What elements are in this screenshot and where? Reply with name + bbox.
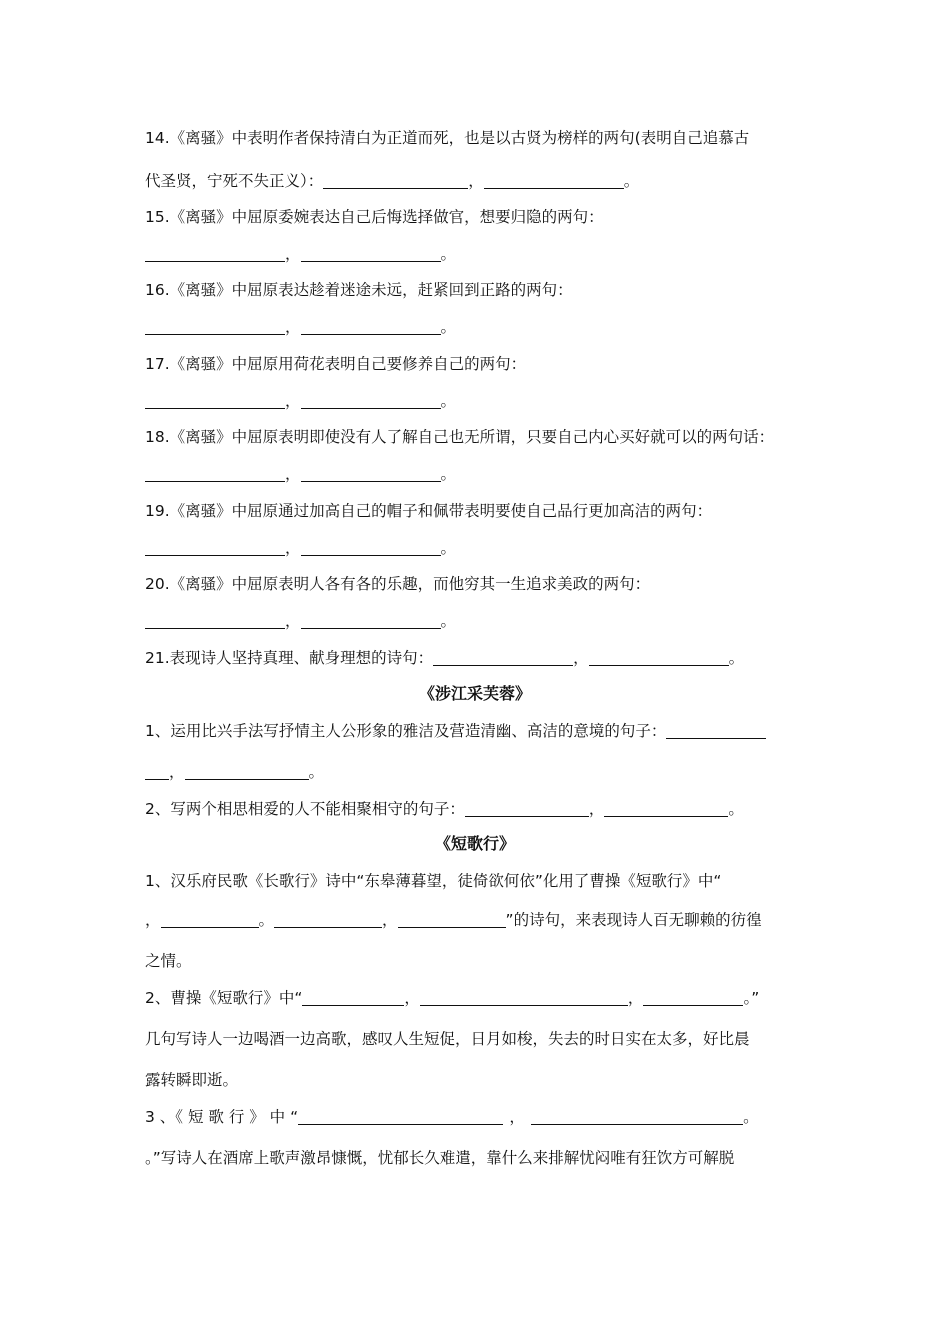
answer-blank[interactable] [666,722,766,739]
duangexing-question-3-cont: 。”写诗人在酒席上歌声激昂慷慨，忧郁长久难遣，靠什么来排解忧闷唯有狂饮方可解脱 [145,1149,735,1167]
answer-blank[interactable] [531,1108,743,1125]
answer-blank[interactable] [302,989,404,1006]
section-title-duangexing: 《短歌行》 [434,834,515,853]
question-20: 20.《离骚》中屈原表明人各有各的乐趣，而他穷其一生追求美政的两句： [145,575,651,593]
question-21: 21.表现诗人坚持真理、献身理想的诗句： ， 。 [145,649,745,667]
shejiang-question-1: 1、运用比兴手法写抒情主人公形象的雅洁及营造清幽、高洁的意境的句子： [145,721,810,741]
answer-blank[interactable] [301,539,441,556]
question-16-answer: ， 。 [145,317,810,337]
question-18-answer: ， 。 [145,464,810,484]
question-18: 18.《离骚》中屈原表明即使没有人了解自己也无所谓，只要自己内心买好就可以的两句话： [145,428,775,446]
answer-blank[interactable] [420,989,628,1006]
shejiang-question-1-cont: ， 。 [145,762,810,782]
answer-blank[interactable] [465,800,589,817]
answer-blank[interactable] [298,1108,503,1125]
duangexing-question-1-end: 之情。 [145,952,192,970]
question-17: 17.《离骚》中屈原用荷花表明自己要修养自己的两句： [145,355,527,373]
answer-blank[interactable] [433,649,573,666]
question-20-answer: ， 。 [145,611,810,631]
duangexing-question-2: 2、曹操《短歌行》中“ ， ， 。” [145,989,760,1007]
question-14-line-1: 14.《离骚》中表明作者保持清白为正道而死，也是以古贤为榜样的两句(表明自己追慕古 [145,129,750,147]
question-16: 16.《离骚》中屈原表达趁着迷途未远，赶紧回到正路的两句： [145,281,573,299]
answer-blank[interactable] [145,612,285,629]
answer-blank[interactable] [301,245,441,262]
section-title-shejiang: 《涉江采芙蓉》 [418,684,531,703]
answer-blank[interactable] [145,763,169,780]
answer-blank[interactable] [145,392,285,409]
question-14-line-2: 代圣贤，宁死不失正义）： ， 。 [145,172,640,190]
answer-blank[interactable] [301,612,441,629]
duangexing-question-1: 1、汉乐府民歌《长歌行》诗中“东皋薄暮望，徒倚欲何依”化用了曹操《短歌行》中“ [145,872,722,890]
answer-blank[interactable] [274,911,382,928]
answer-blank[interactable] [145,318,285,335]
answer-blank[interactable] [301,465,441,482]
duangexing-question-2-end: 露转瞬即逝。 [145,1071,239,1089]
duangexing-question-2-cont: 几句写诗人一边喝酒一边高歌，感叹人生短促，日月如梭，失去的时日实在太多，好比晨 [145,1030,750,1048]
answer-blank[interactable] [589,649,729,666]
duangexing-question-3: 3 、《 短 歌 行 》 中 “ ， 。 [145,1108,759,1126]
question-15-answer: ， 。 [145,244,810,264]
question-19: 19.《离骚》中屈原通过加高自己的帽子和佩带表明要使自己品行更加高洁的两句： [145,502,713,520]
answer-blank[interactable] [145,465,285,482]
question-17-answer: ， 。 [145,391,810,411]
shejiang-question-2: 2、写两个相思相爱的人不能相聚相守的句子： ， 。 [145,800,744,818]
answer-blank[interactable] [185,763,309,780]
answer-blank[interactable] [484,172,624,189]
answer-blank[interactable] [643,989,743,1006]
answer-blank[interactable] [145,245,285,262]
answer-blank[interactable] [301,392,441,409]
answer-blank[interactable] [161,911,259,928]
duangexing-question-1-cont: ， 。 ， ”的诗句，来表现诗人百无聊赖的彷徨 [145,911,762,929]
question-19-answer: ， 。 [145,538,810,558]
answer-blank[interactable] [398,911,506,928]
answer-blank[interactable] [145,539,285,556]
answer-blank[interactable] [604,800,728,817]
answer-blank[interactable] [301,318,441,335]
answer-blank[interactable] [323,172,468,189]
question-15: 15.《离骚》中屈原委婉表达自己后悔选择做官，想要归隐的两句： [145,208,604,226]
